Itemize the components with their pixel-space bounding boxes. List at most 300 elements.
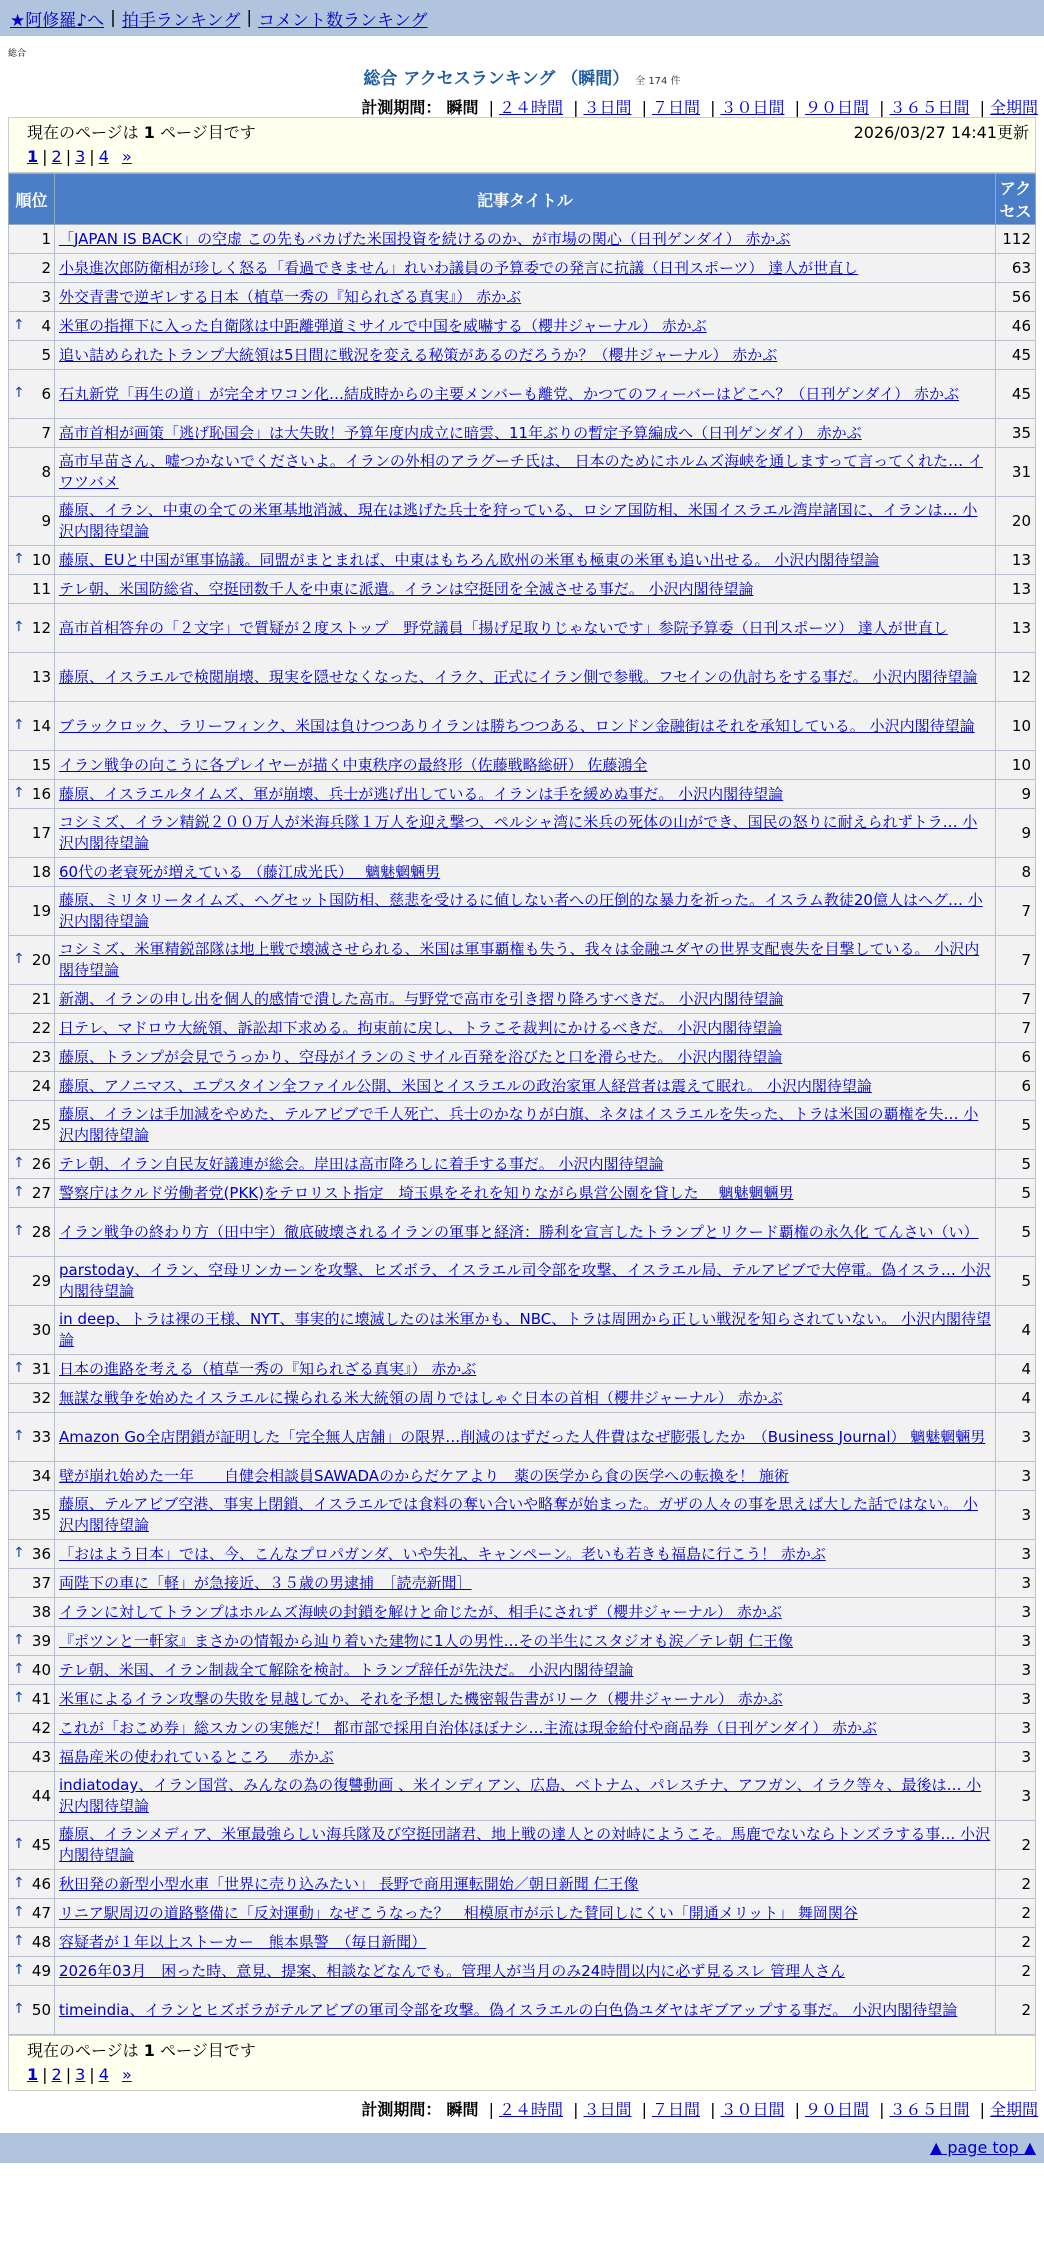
access-count: 112	[996, 225, 1036, 254]
article-title-link[interactable]: 藤原、イスラエルで検閲崩壊、現実を隠せなくなった、イラク、正式にイラン側で参戦。フセインの仇討ちをする事だ。 小沢内閣待望論	[59, 667, 978, 686]
article-title-link[interactable]: テレ朝、米国防総省、空挺団数千人を中東に派遣。イランは空挺団を全滅させる事だ。 小沢内閣待望論	[59, 579, 754, 598]
rank-number: 17	[31, 824, 51, 842]
period-label: 計測期間：	[361, 98, 442, 117]
rank-cell	[9, 1743, 55, 1772]
article-title-link[interactable]: 藤原、イランは手加減をやめた、テルアビブで千人死亡、兵士のかなりが白旗、ネタはイスラエルを失った、トラは米国の覇権を失… 小沢内閣待望論	[59, 1105, 979, 1144]
table-row	[9, 1928, 1036, 1957]
pager-page-link[interactable]: 2	[51, 2065, 62, 2084]
access-count: 2	[996, 1870, 1036, 1899]
rank-number: 35	[31, 1506, 51, 1524]
period-24h-link[interactable]: ２４時間	[498, 2100, 563, 2119]
access-count: 5	[996, 1257, 1036, 1306]
article-title-link[interactable]: イラン戦争の向こうに各プレイヤーが描く中東秩序の最終形（佐藤戦略総研） 佐藤鴻全	[59, 755, 648, 774]
table-row	[9, 419, 1036, 448]
pager-page-link[interactable]: 3	[75, 2065, 86, 2084]
rank-number: 15	[31, 756, 51, 774]
article-title-link[interactable]: 2026年03月 困った時、意見、提案、相談などなんでも。管理人が当月のみ24時間以内に必ず見るスレ 管理人さん	[59, 1961, 846, 1980]
period-30d-link[interactable]: ３０日間	[720, 98, 785, 117]
title-cell	[55, 1743, 996, 1772]
rank-cell	[9, 1986, 55, 2035]
table-row	[9, 370, 1036, 419]
table-row	[9, 1355, 1036, 1384]
table-row	[9, 1384, 1036, 1413]
table-row	[9, 1627, 1036, 1656]
article-title-link[interactable]: 福島産米の使われているところ 赤かぶ	[59, 1747, 334, 1766]
title-cell	[55, 1870, 996, 1899]
rank-cell	[9, 1208, 55, 1257]
rank-cell	[9, 283, 55, 312]
rank-cell	[9, 419, 55, 448]
article-title-link[interactable]: parstoday、イラン、空母リンカーンを攻撃、ヒズボラ、イスラエル司令部を攻撃、イスラエル局、テルアビブで大停電。偽イスラ… 小沢内閣待望論	[59, 1261, 991, 1300]
top-nav-bar	[0, 0, 1044, 36]
title-cell	[55, 1150, 996, 1179]
table-row	[9, 1150, 1036, 1179]
rank-number: 42	[31, 1719, 51, 1737]
rank-cell	[9, 1598, 55, 1627]
article-title-link[interactable]: 石丸新党「再生の道」が完全オワコン化…結成時からの主要メンバーも離党、かつてのフィーバーはどこへ？（日刊ゲンダイ） 赤かぶ	[59, 384, 959, 403]
access-count: 13	[996, 546, 1036, 575]
rank-cell	[9, 1413, 55, 1462]
table-row	[9, 1870, 1036, 1899]
rank-number: 23	[31, 1048, 51, 1066]
title-cell	[55, 419, 996, 448]
table-row	[9, 1462, 1036, 1491]
title-cell	[55, 1540, 996, 1569]
access-count: 2	[996, 1928, 1036, 1957]
page-title: 総合 アクセスランキング （瞬間）	[363, 69, 630, 89]
article-title-link[interactable]: 藤原、テルアビブ空港、事実上閉鎖、イスラエルでは食料の奪い合いや略奪が始まった。ガザの人々の事を思えば大した話ではない。 小沢内閣待望論	[59, 1495, 978, 1534]
title-cell	[55, 225, 996, 254]
article-title-link[interactable]: indiatoday、イラン国営、みんなの為の復讐動画 、米インディアン、広島、ベトナム、パレスチナ、アフガン、イラク等々、最後は… 小沢内閣待望論	[59, 1776, 982, 1815]
access-count: 7	[996, 985, 1036, 1014]
rank-number: 9	[41, 512, 51, 530]
access-count: 45	[996, 370, 1036, 419]
ranking-table	[8, 173, 1036, 2035]
updated-time: 2026/03/27 14:41更新	[853, 123, 1029, 142]
title-cell	[55, 546, 996, 575]
access-count: 13	[996, 575, 1036, 604]
rank-cell	[9, 1772, 55, 1821]
rank-number: 22	[31, 1019, 51, 1037]
rank-cell	[9, 1306, 55, 1355]
table-row	[9, 1743, 1036, 1772]
table-row	[9, 653, 1036, 702]
article-title-link[interactable]: リニア駅周辺の道路整備に「反対運動」なぜこうなった？ 相模原市が示した賛同しにくい「開通メリット」 舞岡関谷	[59, 1903, 858, 1922]
table-row	[9, 254, 1036, 283]
rank-number: 5	[41, 346, 51, 364]
rank-number: 27	[31, 1184, 51, 1202]
period-all-link[interactable]: 全期間	[989, 2100, 1038, 2119]
article-title-link[interactable]: 秋田発の新型小型水車「世界に売り込みたい」 長野で商用運転開始／朝日新聞 仁王像	[59, 1874, 639, 1893]
rank-number: 26	[31, 1155, 51, 1173]
table-row	[9, 936, 1036, 985]
article-title-link[interactable]: 米軍の指揮下に入った自衛隊は中距離弾道ミサイルで中国を威嚇する（櫻井ジャーナル） 赤かぶ	[59, 316, 707, 335]
access-header: アクセス	[996, 174, 1036, 225]
table-row	[9, 1043, 1036, 1072]
rank-number: 44	[31, 1787, 51, 1805]
table-row	[9, 312, 1036, 341]
up-arrow-icon: ↑	[13, 1875, 25, 1891]
access-count: 3	[996, 1569, 1036, 1598]
up-arrow-icon: ↑	[13, 1428, 25, 1444]
access-count: 3	[996, 1656, 1036, 1685]
period-7d-link[interactable]: ７日間	[651, 98, 700, 117]
rank-cell	[9, 1257, 55, 1306]
rank-cell	[9, 858, 55, 887]
period-current: 瞬間	[446, 2100, 479, 2119]
up-arrow-icon: ↑	[13, 1661, 25, 1677]
title-cell	[55, 1208, 996, 1257]
rank-cell	[9, 1899, 55, 1928]
rank-number: 45	[31, 1836, 51, 1854]
rank-number: 18	[31, 863, 51, 881]
period-365d-link[interactable]: ３６５日間	[889, 98, 970, 117]
rank-number: 10	[31, 551, 51, 569]
table-row	[9, 341, 1036, 370]
rank-cell	[9, 1821, 55, 1870]
rank-number: 25	[31, 1116, 51, 1134]
access-count: 3	[996, 1714, 1036, 1743]
rank-cell	[9, 341, 55, 370]
access-count: 7	[996, 887, 1036, 936]
title-cell	[55, 1957, 996, 1986]
period-90d-link[interactable]: ９０日間	[804, 2100, 869, 2119]
article-title-link[interactable]: 『ポツンと一軒家』まさかの情報から辿り着いた建物に1人の男性…その半生にスタジオも涙／テレ朝 仁王像	[59, 1631, 794, 1650]
title-cell	[55, 1043, 996, 1072]
article-title-link[interactable]: 両陛下の車に「軽」が急接近、３５歳の男逮捕 ［読売新聞］	[59, 1573, 472, 1592]
table-row	[9, 283, 1036, 312]
up-arrow-icon: ↑	[13, 1836, 25, 1852]
rank-number: 16	[31, 785, 51, 803]
pager-next-link[interactable]: »	[121, 2065, 132, 2084]
rank-number: 24	[31, 1077, 51, 1095]
article-title-link[interactable]: ブラックロック、ラリーフィンク、米国は負けつつありイランは勝ちつつある、ロンドン金融街はそれを承知している。 小沢内閣待望論	[59, 716, 975, 735]
access-count: 5	[996, 1179, 1036, 1208]
period-all-link[interactable]: 全期間	[989, 98, 1038, 117]
article-title-link[interactable]: 藤原、アノニマス、エプスタイン全ファイル公開、米国とイスラエルの政治家軍人経営者は震えて眠れ。 小沢内閣待望論	[59, 1076, 872, 1095]
up-arrow-icon: ↑	[13, 551, 25, 567]
period-90d-link[interactable]: ９０日間	[804, 98, 869, 117]
table-row	[9, 1957, 1036, 1986]
table-row	[9, 604, 1036, 653]
article-title-link[interactable]: 日テレ、マドロウ大統領、訴訟却下求める。拘束前に戻し、トラこそ裁判にかけるべきだ。 小沢内閣待望論	[59, 1018, 783, 1037]
access-count: 10	[996, 702, 1036, 751]
title-cell	[55, 1491, 996, 1540]
table-row	[9, 1772, 1036, 1821]
period-3d-link[interactable]: ３日間	[583, 98, 632, 117]
rank-number: 14	[31, 717, 51, 735]
article-title-link[interactable]: 藤原、イスラエルタイムズ、軍が崩壊、兵士が逃げ出している。イランは手を緩めぬ事だ。 小沢内閣待望論	[59, 784, 784, 803]
title-cell	[55, 497, 996, 546]
access-count: 8	[996, 858, 1036, 887]
table-row	[9, 1540, 1036, 1569]
period-selector-bottom: 計測期間： 瞬間 | ２４時間 | ３日間 | ７日間 | ３０日間 | ９０日間 | ３６５日間 | 全期間	[361, 2100, 1038, 2119]
pager-page-link[interactable]: 4	[98, 2065, 109, 2084]
title-cell	[55, 809, 996, 858]
period-7d-link[interactable]: ７日間	[651, 2100, 700, 2119]
rank-number: 48	[31, 1933, 51, 1951]
title-cell	[55, 1627, 996, 1656]
title-header: 記事タイトル	[55, 174, 996, 225]
table-row	[9, 497, 1036, 546]
article-title-link[interactable]: 「JAPAN IS BACK」の空虚 この先もバカげた米国投資を続けるのか、が市場の関心（日刊ゲンダイ） 赤かぶ	[59, 229, 791, 248]
rank-number: 32	[31, 1389, 51, 1407]
article-title-link[interactable]: イランに対してトランプはホルムズ海峡の封鎖を解けと命じたが、相手にされず（櫻井ジャーナル） 赤かぶ	[59, 1602, 782, 1621]
period-24h-link[interactable]: ２４時間	[498, 98, 563, 117]
access-count: 2	[996, 1957, 1036, 1986]
article-title-link[interactable]: Amazon Go全店閉鎖が証明した「完全無人店舗」の限界…削減のはずだった人件費はなぜ膨張したか （Business Journal） 魑魅魍魎男	[59, 1427, 986, 1446]
article-title-link[interactable]: 藤原、イランメディア、米軍最強らしい海兵隊及び空挺団諸君、地上戦の達人との対峙にようこそ。馬鹿でないならトンズラする事… 小沢内閣待望論	[59, 1825, 991, 1864]
article-title-link[interactable]: 無謀な戦争を始めたイスラエルに操られる米大統領の周りではしゃぐ日本の首相（櫻井ジャーナル） 赤かぶ	[59, 1388, 783, 1407]
article-title-link[interactable]: in deep、トラは裸の王様、NYT、事実的に壊滅したのは米軍かも、NBC、トラは周囲から正しい戦況を知らされていない。 小沢内閣待望論	[59, 1310, 991, 1349]
rank-cell	[9, 1656, 55, 1685]
title-cell	[55, 341, 996, 370]
rank-cell	[9, 1870, 55, 1899]
table-row	[9, 1413, 1036, 1462]
applause-ranking-link[interactable]: 拍手ランキング	[121, 10, 241, 31]
table-row	[9, 780, 1036, 809]
article-title-link[interactable]: 高市首相が画策「逃げ恥国会」は大失敗！予算年度内成立に暗雲、11年ぶりの暫定予算編成へ（日刊ゲンダイ） 赤かぶ	[59, 423, 862, 442]
table-row	[9, 702, 1036, 751]
page-status: 現在のページは 1 ページ目です	[27, 123, 256, 142]
rank-cell	[9, 604, 55, 653]
article-title-link[interactable]: 藤原、トランプが会見でうっかり、空母がイランのミサイル百発を浴びたと口を滑らせた。 小沢内閣待望論	[59, 1047, 783, 1066]
access-count: 2	[996, 1899, 1036, 1928]
title-cell	[55, 1355, 996, 1384]
pager-page-current[interactable]: 1	[27, 2065, 39, 2084]
rank-cell	[9, 1627, 55, 1656]
up-arrow-icon: ↑	[13, 1184, 25, 1200]
rank-number: 30	[31, 1321, 51, 1339]
rank-number: 12	[31, 619, 51, 637]
article-title-link[interactable]: 高市首相答弁の「２文字」で質疑が２度ストップ 野党議員「揚げ足取りじゃないです」参院予算委（日刊スポーツ） 達人が世直し	[59, 618, 948, 637]
title-cell	[55, 653, 996, 702]
rank-cell	[9, 1384, 55, 1413]
period-365d-link[interactable]: ３６５日間	[889, 2100, 970, 2119]
table-row	[9, 1072, 1036, 1101]
table-row	[9, 858, 1036, 887]
rank-cell	[9, 1491, 55, 1540]
rank-number: 34	[31, 1467, 51, 1485]
rank-cell	[9, 1355, 55, 1384]
title-cell	[55, 1685, 996, 1714]
access-count: 13	[996, 604, 1036, 653]
title-cell	[55, 858, 996, 887]
article-title-link[interactable]: コシミズ、米軍精鋭部隊は地上戦で壊滅させられる、米国は軍事覇権も失う、我々は金融ユダヤの世界支配喪失を目撃している。 小沢内閣待望論	[59, 940, 980, 979]
table-row	[9, 1101, 1036, 1150]
rank-cell	[9, 936, 55, 985]
article-title-link[interactable]: 壁が崩れ始めた一年 自健会相談員SAWADAのからだケアより 薬の医学から食の医学への転換を！ 施術	[59, 1466, 789, 1485]
rank-number: 4	[41, 317, 51, 335]
title-cell	[55, 1821, 996, 1870]
article-title-link[interactable]: 60代の老衰死が増えている （藤江成光氏） 魑魅魍魎男	[59, 862, 441, 881]
up-arrow-icon: ↑	[13, 1962, 25, 1978]
article-title-link[interactable]: 藤原、イラン、中東の全ての米軍基地消滅、現在は逃げた兵士を狩っている、ロシア国防相、米国イスラエル湾岸諸国に、イランは… 小沢内閣待望論	[59, 501, 978, 540]
title-cell	[55, 1014, 996, 1043]
access-count: 35	[996, 419, 1036, 448]
article-title-link[interactable]: 高市早苗さん、嘘つかないでくださいよ。イランの外相のアラグーチ氏は、 日本のためにホルムズ海峡を通しますって言ってくれた… イワツバメ	[59, 452, 983, 491]
rank-number: 39	[31, 1632, 51, 1650]
access-count: 3	[996, 1462, 1036, 1491]
rank-cell	[9, 1150, 55, 1179]
title-cell	[55, 1598, 996, 1627]
rank-cell	[9, 312, 55, 341]
access-count: 6	[996, 1072, 1036, 1101]
rank-cell	[9, 1101, 55, 1150]
rank-number: 1	[41, 230, 51, 248]
title-cell	[55, 604, 996, 653]
table-row	[9, 887, 1036, 936]
category-label: 総合	[8, 49, 27, 59]
total-count: 全 174 件	[635, 76, 681, 87]
article-title-link[interactable]: 小泉進次郎防衛相が珍しく怒る「看過できません」れいわ議員の予算委での発言に抗議（日刊スポーツ） 達人が世直し	[59, 258, 859, 277]
up-arrow-icon: ↑	[13, 717, 25, 733]
rank-cell	[9, 702, 55, 751]
article-title-link[interactable]: 容疑者が１年以上ストーカー 熊本県警 （毎日新聞）	[59, 1932, 427, 1951]
page-top-link[interactable]: ▲ page top ▲	[929, 2138, 1036, 2157]
access-count: 7	[996, 936, 1036, 985]
period-3d-link[interactable]: ３日間	[583, 2100, 632, 2119]
title-cell	[55, 1384, 996, 1413]
table-row	[9, 546, 1036, 575]
rank-number: 40	[31, 1661, 51, 1679]
article-title-link[interactable]: 新潮、イランの申し出を個人的感情で潰した高市。与野党で高市を引き摺り降ろすべきだ。 小沢内閣待望論	[59, 989, 784, 1008]
title-cell	[55, 1656, 996, 1685]
page-info-bottom	[8, 2035, 1036, 2091]
article-title-link[interactable]: timeindia、イランとヒズボラがテルアビブの軍司令部を攻撃。偽イスラエルの白色偽ユダヤはギブアップする事だ。 小沢内閣待望論	[59, 2000, 958, 2019]
pager-bottom: 1 | 2 | 3 | 4 »	[27, 2065, 132, 2084]
table-row	[9, 575, 1036, 604]
pager-page-link[interactable]: 2	[51, 147, 62, 166]
article-title-link[interactable]: これが「おこめ券」総スカンの実態だ！ 都市部で採用自治体ほぼナシ…主流は現金給付や商品券（日刊ゲンダイ） 赤かぶ	[59, 1718, 878, 1737]
title-cell	[55, 1569, 996, 1598]
article-title-link[interactable]: コシミズ、イラン精鋭２００万人が米海兵隊１万人を迎え撃つ、ペルシャ湾に米兵の死体の山ができ、国民の怒りに耐えられずトラ… 小沢内閣待望論	[59, 813, 978, 852]
access-count: 4	[996, 1355, 1036, 1384]
access-count: 12	[996, 653, 1036, 702]
article-title-link[interactable]: 米軍によるイラン攻撃の失敗を見越してか、それを予想した機密報告書がリーク（櫻井ジャーナル） 赤かぶ	[59, 1689, 783, 1708]
access-count: 3	[996, 1627, 1036, 1656]
table-row	[9, 1491, 1036, 1540]
rank-number: 41	[31, 1690, 51, 1708]
access-count: 5	[996, 1208, 1036, 1257]
rank-number: 31	[31, 1360, 51, 1378]
title-cell	[55, 1072, 996, 1101]
title-cell	[55, 370, 996, 419]
rank-cell	[9, 370, 55, 419]
up-arrow-icon: ↑	[13, 1360, 25, 1376]
rank-cell	[9, 1714, 55, 1743]
access-count: 7	[996, 1014, 1036, 1043]
rank-number: 33	[31, 1428, 51, 1446]
rank-number: 36	[31, 1545, 51, 1563]
up-arrow-icon: ↑	[13, 385, 25, 401]
title-cell	[55, 575, 996, 604]
up-arrow-icon: ↑	[13, 1933, 25, 1949]
rank-number: 19	[31, 902, 51, 920]
access-count: 46	[996, 312, 1036, 341]
separator: |	[110, 8, 116, 28]
pager-page-link[interactable]: 3	[75, 147, 86, 166]
ranking-title-row	[0, 64, 1044, 89]
rank-number: 13	[31, 668, 51, 686]
pager-page-link[interactable]: 4	[98, 147, 109, 166]
up-arrow-icon: ↑	[13, 1904, 25, 1920]
rank-cell	[9, 1569, 55, 1598]
pager-top: 1 | 2 | 3 | 4 »	[27, 147, 132, 166]
asyura-home-link[interactable]: ★阿修羅♪へ	[10, 10, 105, 31]
separator: |	[246, 8, 253, 28]
rank-cell	[9, 575, 55, 604]
title-cell	[55, 702, 996, 751]
article-title-link[interactable]: 藤原、ミリタリータイムズ、ヘグセット国防相、慈悲を受けるに値しない者への圧倒的な暴力を祈った。イスラム教徒20億人はヘグ… 小沢内閣待望論	[59, 891, 983, 930]
rank-number: 37	[31, 1574, 51, 1592]
article-title-link[interactable]: 「おはよう日本」では、今、こんなプロパガンダ、いや失礼、キャンペーン。老いも若きも福島に行こう！ 赤かぶ	[59, 1544, 826, 1563]
table-row	[9, 1899, 1036, 1928]
access-count: 31	[996, 448, 1036, 497]
comment-ranking-link[interactable]: コメント数ランキング	[258, 10, 428, 31]
access-count: 2	[996, 1821, 1036, 1870]
rank-cell	[9, 448, 55, 497]
access-count: 56	[996, 283, 1036, 312]
title-cell	[55, 448, 996, 497]
title-cell	[55, 1179, 996, 1208]
access-count: 5	[996, 1101, 1036, 1150]
article-title-link[interactable]: 日本の進路を考える（植草一秀の『知られざる真実』） 赤かぶ	[59, 1359, 477, 1378]
rank-cell	[9, 887, 55, 936]
up-arrow-icon: ↑	[13, 1155, 25, 1171]
access-count: 45	[996, 341, 1036, 370]
rank-number: 47	[31, 1904, 51, 1922]
rank-number: 49	[31, 1962, 51, 1980]
article-title-link[interactable]: 藤原、EUと中国が軍事協議。同盟がまとまれば、中東はもちろん欧州の米軍も極東の米軍も追い出せる。 小沢内閣待望論	[59, 550, 880, 569]
rank-cell	[9, 985, 55, 1014]
up-arrow-icon: ↑	[13, 1545, 25, 1561]
table-row	[9, 1179, 1036, 1208]
footer-bar	[0, 2133, 1044, 2163]
title-cell	[55, 254, 996, 283]
title-cell	[55, 1772, 996, 1821]
access-count: 4	[996, 1384, 1036, 1413]
pager-page-current[interactable]: 1	[27, 147, 39, 166]
article-title-link[interactable]: テレ朝、米国、イラン制裁全て解除を検討。トランプ辞任が先決だ。 小沢内閣待望論	[59, 1660, 634, 1679]
rank-cell	[9, 497, 55, 546]
article-title-link[interactable]: 追い詰められたトランプ大統領は5日間に戦況を変える秘策があるのだろうか？（櫻井ジャーナル） 赤かぶ	[59, 345, 778, 364]
rank-cell	[9, 780, 55, 809]
up-arrow-icon: ↑	[13, 317, 25, 333]
access-count: 3	[996, 1491, 1036, 1540]
access-count: 9	[996, 780, 1036, 809]
access-count: 20	[996, 497, 1036, 546]
rank-number: 29	[31, 1272, 51, 1290]
rank-number: 20	[31, 951, 51, 969]
article-title-link[interactable]: テレ朝、イラン自民友好議連が総会。岸田は高市降ろしに着手する事だ。 小沢内閣待望論	[59, 1154, 664, 1173]
title-cell	[55, 1986, 996, 2035]
access-count: 5	[996, 1150, 1036, 1179]
rank-cell	[9, 1043, 55, 1072]
title-cell	[55, 780, 996, 809]
title-cell	[55, 1413, 996, 1462]
table-row	[9, 809, 1036, 858]
period-30d-link[interactable]: ３０日間	[720, 2100, 785, 2119]
rank-cell	[9, 1928, 55, 1957]
article-title-link[interactable]: イラン戦争の終わり方（田中宇）徹底破壊されるイランの軍事と経済：勝利を宣言したトランプとリクード覇権の永久化 てんさい（い）	[59, 1222, 979, 1241]
rank-number: 8	[41, 463, 51, 481]
rank-number: 2	[41, 259, 51, 277]
article-title-link[interactable]: 外交青書で逆ギレする日本（植草一秀の『知られざる真実』） 赤かぶ	[59, 287, 522, 306]
table-row	[9, 1208, 1036, 1257]
pager-next-link[interactable]: »	[121, 147, 132, 166]
article-title-link[interactable]: 警察庁はクルド労働者党(PKK)をテロリスト指定 埼玉県をそれを知りながら県営公園を貸した 魑魅魍魎男	[59, 1183, 794, 1202]
